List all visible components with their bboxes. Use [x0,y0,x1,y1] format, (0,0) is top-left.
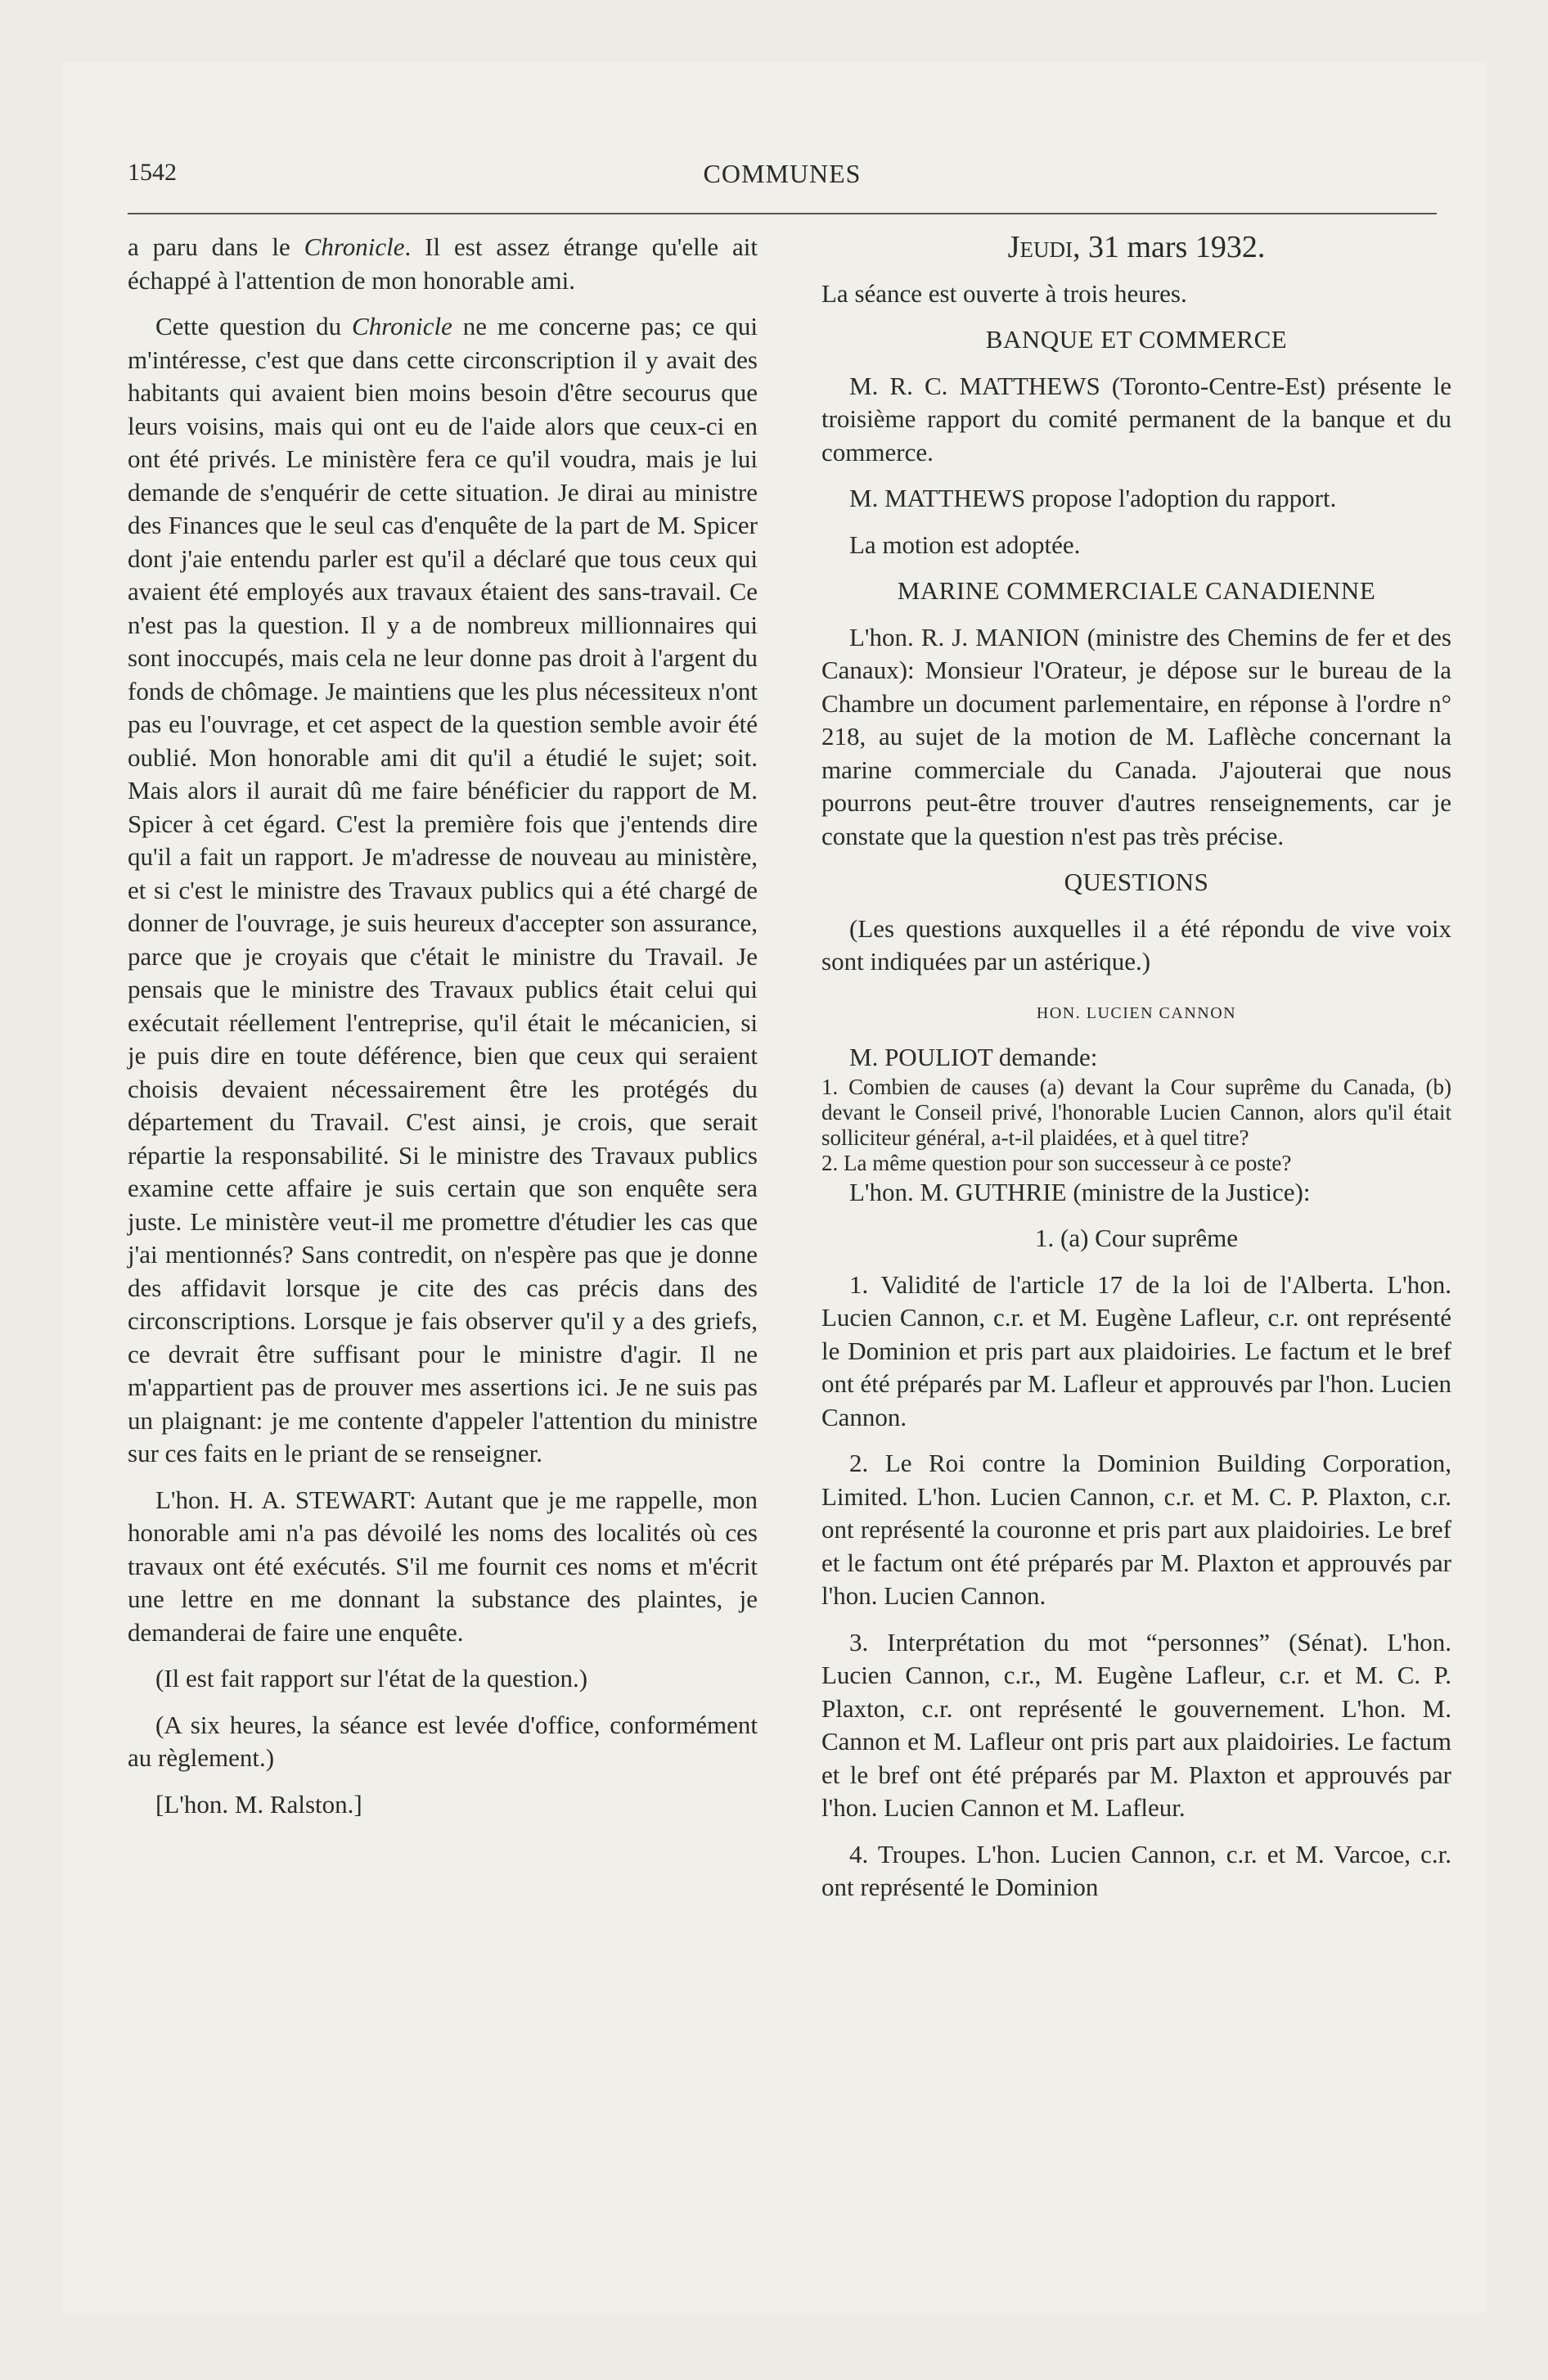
right-column [821,231,1451,1904]
paragraph: (A six heures, la séance est levée d'office, conformément au règlement.) [128,1710,758,1772]
text-run: . Il est assez étrange qu'elle ait échappé à l'attention de mon honorable ami. [128,232,758,295]
answer-heading: 1. (a) Cour suprême [1035,1224,1238,1252]
answer-item: 4. Troupes. L'hon. Lucien Cannon, c.r. et M. Varcoe, c.r. ont représenté le Dominion [821,1839,1451,1901]
date-rest: , 31 mars 1932. [1072,230,1266,264]
paragraph: (Il est fait rapport sur l'état de la question.) [155,1664,588,1693]
text-run: Cette question du [155,312,342,340]
question-item: 2. La même question pour son successeur à ce poste? [821,1150,1292,1175]
text-run: ne me concerne pas; ce qui m'intéresse, c'est que dans cette circonscription il y avait des habitants qui avaient bien moins besoin d'être secourus que leurs voisins, mais qui ont eu de l'aide alors que ceux-ci en ont été privés. Le ministère fera ce qu'il voudra, mais je lui demande de s'enquérir de cette situation. Je dirai au ministre des Finances que le seul cas d'enquête de la part de M. Spicer dont j'aie entendu parler est qu'il a déclaré que tous ceux qui avaient été employés aux travaux étaient des sans-travail. Ce n'est pas la question. Il y a de nombreux millionnaires qui sont inoccupés, mais cela ne leur donne pas droit à l'argent du fonds de chômage. Je maintiens que les plus nécessiteux n'ont pas eu l'ouvrage, et cet aspect de la question semble avoir été oublié. Mon honorable ami dit qu'il a étudié le sujet; soit. Mais alors il aurait dû me faire bénéficier du rapport de M. Spicer à cet égard. C'est la première fois que j'entends dire qu'il a fait un rapport. Je m'adresse de nouveau au ministère, et si c'est le ministre des Travaux publics qui a été chargé de donner de l'ouvrage, je suis heureux d'accepter son assurance, parce que je croyais que c'était le ministre du Travail. Je pensais que le ministre des Travaux publics était celui qui exécutait réellement l'entreprise, qu'il était le mécanicien, si je puis dire en toute déférence, bien que ceux qui seraient choisis devaient nécessairement être les protégés du département du Travail. C'est ainsi, je crois, que serait répartie la responsabilité. Si le ministre des Travaux publics examine cette affaire je suis certain que son enquête sera juste. Le ministère veut-il me promettre d'étudier les cas que j'ai mentionnés? Sans contredit, on n'espère pas que je donne des affidavit lorsque je cite des cas précis dans des circonscriptions. Lorsque je fais observer qu'il y a des griefs, ce devrait être suffisant pour le ministre d'agir. Il ne m'appartient pas de prouver mes assertions ici. Je ne suis pas un plaignant: je me contente d'appeler l'attention du ministre sur ces faits en le priant de se renseigner. [128,312,758,1467]
paragraph [128,231,758,297]
page-sheet [62,62,1486,2313]
sub-heading: HON. LUCIEN CANNON [1036,1003,1237,1022]
paragraph: M. R. C. MATTHEWS (Toronto-Centre-Est) présente le troisième rapport du comité permanent de la banque et du commerce. [821,371,1451,467]
answer-item: 3. Interprétation du mot “personnes” (Sénat). L'hon. Lucien Cannon, c.r., M. Eugène Lafleur, c.r. et M. C. P. Plaxton, c.r. ont représenté le gouvernement. L'hon. M. Cannon et M. Lafleur ont pris part aux plaidoiries. Le factum et le bref ont été préparés par M. Plaxton et approuvés par l'hon. Lucien Cannon et M. Lafleur. [821,1627,1451,1822]
text-run: a paru dans le [128,232,290,261]
page-header [128,154,1437,203]
paragraph: (Les questions auxquelles il a été répondu de vive voix sont indiquées par un astérique.) [821,913,1451,976]
question-list [821,1075,1451,1176]
paragraph: La motion est adoptée. [849,530,1081,559]
question-asker: M. POULIOT demande: [849,1043,1098,1071]
paragraph: L'hon. R. J. MANION (ministre des Chemins de fer et des Canaux): Monsieur l'Orateur, je dépose sur le bureau de la Chambre un document parlementaire, en réponse à l'ordre n° 218, au sujet de la motion de M. Laflèche concernant la marine commerciale du Canada. J'ajouterai que nous pourrons peut-être trouver d'autres renseignements, car je constate que la question n'est pas très précise. [821,622,1451,850]
page-number: 1542 [128,159,177,186]
italic-text: Chronicle [352,312,452,340]
left-column [128,231,758,1821]
paragraph [128,310,758,1471]
italic-text: Chronicle [304,232,405,261]
question-item: 1. Combien de causes (a) devant la Cour suprême du Canada, (b) devant le Conseil privé, l'honorable Lucien Cannon, alors qu'il était solliciteur général, a-t-il plaidées, et à quel titre? [821,1074,1451,1150]
paragraph: L'hon. H. A. STEWART: Autant que je me rappelle, mon honorable ami n'a pas dévoilé les noms des localités où ces travaux ont été exécutés. S'il me fournit ces noms et m'écrit une lettre en me donnant la substance des plaintes, je demanderai de faire une enquête. [128,1485,758,1647]
answer-item: 1. Validité de l'article 17 de la loi de l'Alberta. L'hon. Lucien Cannon, c.r. et M. Eugène Lafleur, c.r. ont représenté le Dominion et pris part aux plaidoiries. Le factum et le bref ont été préparés par M. Lafleur et approuvés par l'hon. Lucien Cannon. [821,1269,1451,1431]
date-day: Jeudi [1007,230,1073,264]
answer-speaker: L'hon. M. GUTHRIE (ministre de la Justice): [849,1177,1311,1206]
sitting-date [821,231,1451,264]
header-rule [128,213,1437,214]
section-heading: QUESTIONS [1064,868,1209,896]
answer-item: 2. Le Roi contre la Dominion Building Corporation, Limited. L'hon. Lucien Cannon, c.r. et M. C. P. Plaxton, c.r. ont représenté la couronne et pris part aux plaidoiries. Le bref et le factum ont été préparés par M. Plaxton et approuvés par l'hon. Lucien Cannon. [821,1449,1451,1610]
paragraph: M. MATTHEWS propose l'adoption du rapport. [849,484,1337,512]
section-heading: MARINE COMMERCIALE CANADIENNE [897,576,1376,605]
paragraph: La séance est ouverte à trois heures. [821,278,1187,308]
footer-note: [L'hon. M. Ralston.] [155,1789,362,1819]
running-head: COMMUNES [703,159,862,188]
section-heading: BANQUE ET COMMERCE [985,325,1288,354]
